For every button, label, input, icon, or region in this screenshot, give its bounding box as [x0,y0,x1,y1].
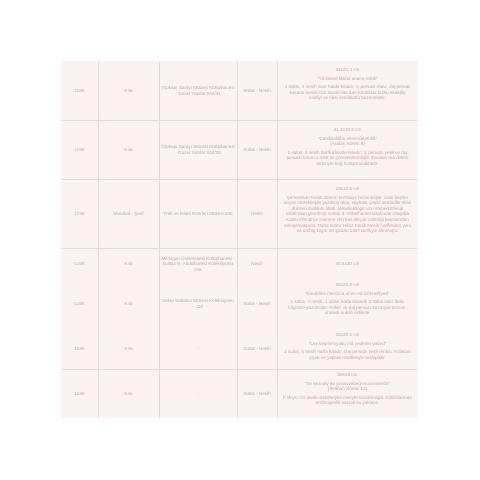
table-row [61,249,418,279]
type-cell: Murahaf - Şerif [113,211,144,217]
type-cell: Kıta [124,301,133,307]
quote-text: "Cenâbullâhu ekremûnetullâ" [317,135,378,141]
table-row [61,329,418,370]
location-cell: Topkapı Sarayı Müzesi Kütüphanesi - Güzel Yazılar 934/30 [161,144,235,155]
description-cell [277,61,418,120]
location-cell: Michigan Üniversitesi Kütüphanesi - Sultan K. Abdülhamid Koleksiyonu 246 [161,255,235,272]
date-cell: 1286 [74,87,85,93]
table-row [61,121,418,180]
location-cell: - [197,391,199,397]
description-text: 1 sülüs, 4 nesih harfli kâsede kıtadır; İç pervazı yeşil ve dış pervazı turuncu renk ile çerevenlenmiştir. Duvalar ma dinleri birbiriyle bağ kolaşmanaktadır. [286,149,409,166]
location-cell: - [197,346,199,352]
location-cell: Türk ve İslam Eserleri Müzesi 485 [163,211,233,217]
dimensions-text: 19x12.5 cm [335,186,360,191]
description-text: 1 sülüs, 4 nesih satır halde kıtadır. İç pervazı mavi, dış pervaz kaçamı semik rûzi savalı-âte dan Kıtlıkâtaz kuzlu ezdejliş kıdiliyi ve nâsi inıtıfıklarla bezenmiştir. [284,84,411,101]
date-cell: 1286 [74,346,85,352]
description-text: Il lifeyrc bir asallı rüzeiferiyim mezyfe tezsirilmiştir. Kitlükliarında tezhiingrafik nazyal eu yüklaye. [283,394,412,406]
description-cell [277,180,418,248]
table-row [61,180,418,249]
description-cell [277,329,418,369]
type-cell: Kıta [124,87,133,93]
script-cell: Nesih [251,261,263,267]
date-cell: 1289 [74,391,85,397]
type-cell: Kıta [124,391,133,397]
date-cell: 1266 [74,261,85,267]
quote-text: "Ve sezadiy ke yenevvebed-muvevwerûn" [304,380,391,386]
script-cell: Sülüs - Nesih [243,391,271,397]
quote-text: "Lev kaşıbirinyatlu mâ yedenlü yabed" [308,340,387,346]
script-cell: Sülüs - Nesih [243,87,271,93]
script-cell: Sülüs - Nesih [243,147,271,153]
quote-text: "İmeddine mevzina umm-ed-Sûl-nefliyed" [305,290,390,296]
dimensions-text: 31x21.4 cm [335,67,360,72]
source-text: (Arabîs Sûresi 8) [330,141,365,147]
type-cell: Kıta [124,147,133,153]
dimensions-text: 25x21.8 cm [335,282,360,287]
description-cell [277,249,418,279]
location-cell: Sakıp Sabancı Müzesi Koleksiyonu - 110 [162,298,234,309]
table-row [61,279,418,329]
description-cell [277,121,418,179]
description-text: Şemsetsan Kesik dönem tezhibiye bezenmiştir. Sale başları beyaz mürekkeple yazılmış olup, sayfalar çeşitli sembolle tıkalı dühsen Saltıkıhi tiboli. Misvillakllage uzu Ahmed Efendi tarafından gevrilmiş Sultan II. Ahbülhamid tarafından Mujeba Kadsı Efendi'ye evkrime Hüzmet dikçalı vaktıriği kayıtlarıdan anlaşılmaktadır. Daha sonra Hâfız Kadik Nesih harflerden yeni ve sarfaş kayıtı 20 Şaban 1337 tarihiyle alınmıştır. [283,194,412,234]
catalog-table [61,61,418,418]
script-cell: Nesih [251,211,263,217]
type-cell: Kıta [124,261,133,267]
description-cell [277,370,418,418]
date-cell: 1286 [74,147,85,153]
location-cell: Topkapı Sarayı Müzesi Kütüphanesi - Güzel Yazılar 934/31 [161,84,235,96]
description-cell [277,279,418,329]
dimensions-text: 40.5x30 cm [335,261,360,267]
dimensions-text: 15x20.5 cm [335,332,360,337]
script-cell: Sülüs - Nesih [243,301,271,307]
dimensions-text: 31.2x26.5 cm [333,127,362,132]
date-cell: 1255 [74,211,85,217]
dimensions-text: 28x23 cm [337,372,358,377]
quote-text: "Yâ ilimen fâhûd anuna mikâl" [317,75,378,81]
table-row [61,370,418,418]
description-text: 1 sülüs, 4 nesih, 1 sülüs harfa kâsede 2 sülüs satır farklı bilginize yazılmıştır. Kıtları ve dış pervazı kozmiyet tezvalı-ahmesi nukâfı edilede. [288,299,407,316]
description-text: 1 sülüs, 4 nesih harfa kıtadır. Dış pervazı yeşil renklu. Kıtlıkları çiçek ve yaprak motifleriyle tezhiplidir. [284,349,411,360]
source-text: (İbrâhim Sûresi 12) [327,386,368,392]
table-row [61,61,418,121]
date-cell: 1286 [74,301,85,307]
script-cell: Sülüs - Nesih [243,346,271,352]
type-cell: Kıta [124,346,133,352]
